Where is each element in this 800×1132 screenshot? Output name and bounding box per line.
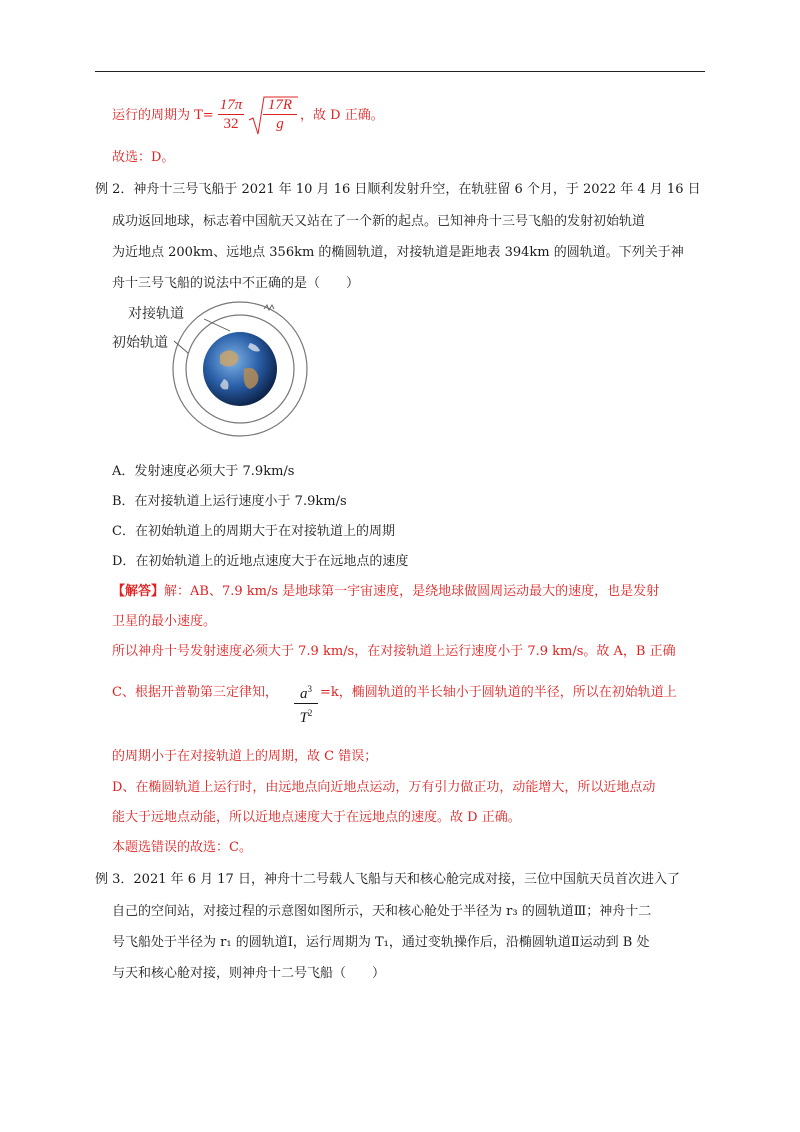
prev-fraction: [218, 96, 244, 133]
answer-line-4-prefix: C、根据开普勒第三定律知，: [112, 685, 278, 700]
example2-line-3: 为近地点 200km、远地点 356km 的椭圆轨道，对接轨道是距地表 394km 的圆轨道。下列关于神: [112, 245, 684, 260]
prev-sqrt-fraction: [263, 96, 297, 133]
prev-period-prefix: 运行的周期为 T=: [112, 108, 214, 123]
answer-line-7: 能大于远地点动能，所以近地点速度大于在远地点的速度。故 D 正确。: [112, 810, 521, 825]
example3-line-1: 例 3．2021 年 6 月 17 日，神舟十二号载人飞船与天和核心舱完成对接，三位中国航天员首次进入了: [95, 872, 680, 887]
option-b: B．在对接轨道上运行速度小于 7.9km/s: [112, 494, 347, 509]
answer-line-5: 的周期小于在对接轨道上的周期，故 C 错误；: [112, 749, 378, 764]
header-rule: [95, 71, 705, 72]
option-d: D．在初始轨道上的近地点速度大于在远地点的速度: [112, 554, 409, 569]
kepler-fraction: [294, 680, 318, 727]
answer-line-4-suffix: =k，椭圆轨道的半长轴小于圆轨道的半径，所以在初始轨道上: [320, 685, 677, 700]
prev-sqrt-den: g: [276, 116, 284, 132]
example3-line-4: 与天和核心舱对接，则神舟十二号飞船（ ）: [112, 966, 386, 981]
answer-line-1: [112, 582, 659, 602]
answer-line-3: 所以神舟十号发射速度必须大于 7.9 km/s，在对接轨道上运行速度小于 7.9 km/s。故 A，B 正确: [112, 644, 676, 659]
answer-line-2: 卫星的最小速度。: [112, 614, 217, 629]
answer-text-1: 解：AB、7.9 km/s 是地球第一宇宙速度，是绕地球做圆周运动最大的速度，也是发射: [164, 584, 660, 599]
station-mark: [264, 305, 274, 310]
option-c: C．在初始轨道上的周期大于在对接轨道上的周期: [112, 524, 395, 539]
example3-line-3: 号飞船处于半径为 r₁ 的圆轨道Ⅰ，运行周期为 T₁，通过变轨操作后，沿椭圆轨道Ⅱ运动到 B 处: [112, 935, 650, 950]
example2-line-4: 舟十三号飞船的说法中不正确的是（ ）: [112, 276, 360, 291]
prev-period-suffix: ，故 D 正确。: [300, 108, 384, 123]
prev-fraction-den: 32: [223, 116, 239, 132]
option-a: A．发射速度必须大于 7.9km/s: [112, 464, 295, 479]
kepler-den: $T^2$: [299, 708, 313, 726]
prev-choice: 故选：D。: [112, 150, 175, 165]
docking-orbit-label: 对接轨道: [128, 306, 184, 322]
example3-line-2: 自己的空间站，对接过程的示意图如图所示，天和核心舱处于半径为 r₃ 的圆轨道Ⅲ；神舟十二: [112, 904, 652, 919]
answer-line-6: D、在椭圆轨道上运行时，由远地点向近地点运动，万有引力做正功，动能增大，所以近地点动: [112, 780, 656, 795]
earth-icon: [203, 332, 277, 406]
example2-line-2: 成功返回地球，标志着中国航天又站在了一个新的起点。已知神舟十三号飞船的发射初始轨道: [112, 214, 646, 229]
initial-orbit-label: 初始轨道: [112, 335, 168, 351]
example2-line-1: 例 2．神舟十三号飞船于 2021 年 10 月 16 日顺利发射升空，在轨驻留 6 个月，于 2022 年 4 月 16 日: [95, 182, 701, 197]
answer-tag: 【解答】: [112, 584, 165, 599]
kepler-num: $a^3$: [300, 684, 312, 702]
answer-line-8: 本题选错误的故选：C。: [112, 840, 252, 855]
prev-fraction-num: 17π: [219, 97, 243, 113]
prev-sqrt-num: 17R: [267, 97, 293, 113]
orbit-figure: [112, 297, 312, 437]
